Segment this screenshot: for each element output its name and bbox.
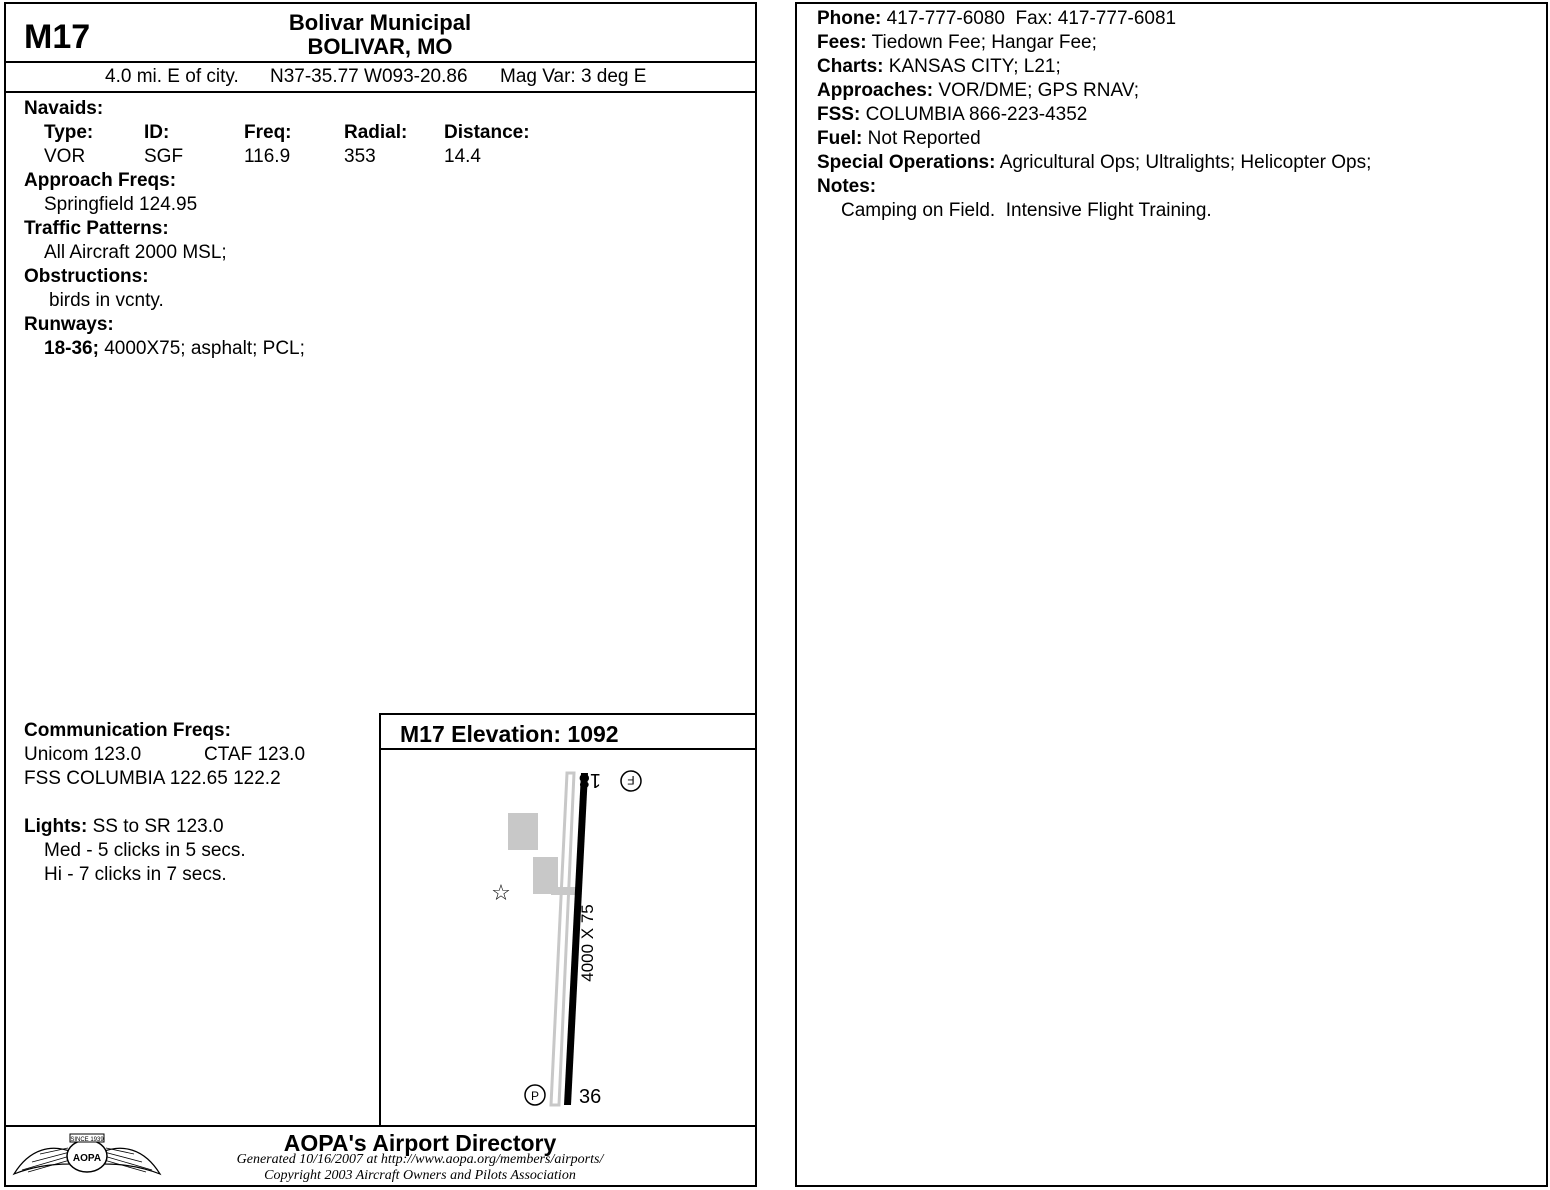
footer-generated: Generated 10/16/2007 at http://www.aopa.org/members/airports/	[236, 1152, 604, 1167]
fuel-label: Fuel:	[817, 128, 863, 149]
parking-symbol: P	[530, 1089, 540, 1103]
fss-freq: FSS COLUMBIA 122.65 122.2	[24, 768, 281, 789]
charts-label: Charts:	[817, 56, 884, 77]
footer-copyright: Copyright 2003 Aircraft Owners and Pilots Association	[264, 1168, 576, 1183]
traffic-value: All Aircraft 2000 MSL;	[44, 242, 227, 263]
fss-line	[817, 104, 1087, 126]
airport-name: Bolivar Municipal	[288, 10, 472, 35]
lights-label: Lights:	[24, 816, 88, 837]
ctaf: CTAF 123.0	[204, 744, 306, 765]
special-ops-value: Agricultural Ops; Ultralights; Helicopter Ops;	[999, 152, 1372, 173]
runway-line	[44, 338, 305, 360]
fuel-value: Not Reported	[867, 128, 981, 149]
notes-value: Camping on Field. Intensive Flight Training.	[841, 200, 1212, 221]
aopa-logo	[12, 1130, 162, 1180]
header-divider	[4, 61, 757, 63]
approach-title: Approach Freqs:	[24, 170, 177, 191]
runway-desc: 4000X75; asphalt; PCL;	[104, 338, 305, 359]
lights-hi: Hi - 7 clicks in 7 secs.	[44, 864, 227, 885]
special-ops-label: Special Operations:	[817, 152, 996, 173]
navaid-header-type: Type:	[44, 122, 94, 143]
charts-value: KANSAS CITY; L21;	[888, 56, 1061, 77]
runway-label-36: 36	[579, 1086, 602, 1108]
approaches-label: Approaches:	[817, 80, 934, 101]
location-text: 4.0 mi. E of city.	[105, 66, 239, 87]
logo-text: AOPA	[72, 1153, 102, 1164]
fss-value: COLUMBIA 866-223-4352	[865, 104, 1088, 125]
footer-title: AOPA's Airport Directory	[283, 1130, 557, 1156]
mag-var: Mag Var: 3 deg E	[500, 66, 647, 87]
airport-diagram	[381, 750, 755, 1126]
traffic-title: Traffic Patterns:	[24, 218, 169, 239]
fees-value: Tiedown Fee; Hangar Fee;	[871, 32, 1097, 53]
navaid-distance: 14.4	[444, 146, 481, 167]
apron-upper	[508, 813, 538, 850]
phone-line	[817, 8, 1176, 30]
navaid-header-id: ID:	[144, 122, 170, 143]
approaches-line	[817, 80, 1139, 102]
location-divider	[4, 91, 757, 93]
phone-label: Phone:	[817, 8, 882, 29]
comm-title: Communication Freqs:	[24, 720, 231, 741]
taxiway-connector	[551, 887, 576, 895]
navaids-title: Navaids:	[24, 98, 104, 119]
approach-value: Springfield 124.95	[44, 194, 198, 215]
airport-city: BOLIVAR, MO	[307, 34, 453, 59]
navaid-id: SGF	[144, 146, 184, 167]
notes-label: Notes:	[817, 176, 877, 197]
beacon-star-icon: ☆	[491, 881, 511, 906]
obstructions-value: birds in vcnty.	[49, 290, 164, 311]
comm-diagram-divider	[379, 713, 381, 1127]
coordinates: N37-35.77 W093-20.86	[270, 66, 468, 87]
airport-id: M17	[24, 18, 91, 56]
charts-line	[817, 56, 1061, 78]
lights-med: Med - 5 clicks in 5 secs.	[44, 840, 246, 861]
unicom: Unicom 123.0	[24, 744, 142, 765]
obstructions-title: Obstructions:	[24, 266, 149, 287]
lights-value: SS to SR 123.0	[92, 816, 224, 837]
footer-divider	[4, 1125, 757, 1127]
navaid-freq: 116.9	[244, 146, 291, 167]
fees-line	[817, 32, 1097, 54]
navaid-radial: 353	[344, 146, 376, 167]
fuel-line	[817, 128, 981, 150]
navaid-header-radial: Radial:	[344, 122, 408, 143]
navaid-header-distance: Distance:	[444, 122, 530, 143]
logo-since: SINCE 1939	[70, 1137, 104, 1143]
right-card	[795, 2, 1548, 1187]
runway-id: 18-36;	[44, 338, 99, 359]
phone-value: 417-777-6080 Fax: 417-777-6081	[886, 8, 1177, 29]
approaches-value: VOR/DME; GPS RNAV;	[938, 80, 1140, 101]
runway-label-18: 18	[578, 769, 601, 791]
runway-dimensions: 4000 X 75	[578, 904, 597, 982]
fuel-symbol: F	[627, 773, 635, 787]
runways-title: Runways:	[24, 314, 114, 335]
navaid-type: VOR	[44, 146, 86, 167]
fss-label: FSS:	[817, 104, 861, 125]
diagram-title: M17 Elevation: 1092	[400, 721, 619, 747]
navaid-header-freq: Freq:	[244, 122, 292, 143]
special-ops-line	[817, 152, 1371, 174]
fees-label: Fees:	[817, 32, 867, 53]
lights-line	[24, 816, 224, 838]
